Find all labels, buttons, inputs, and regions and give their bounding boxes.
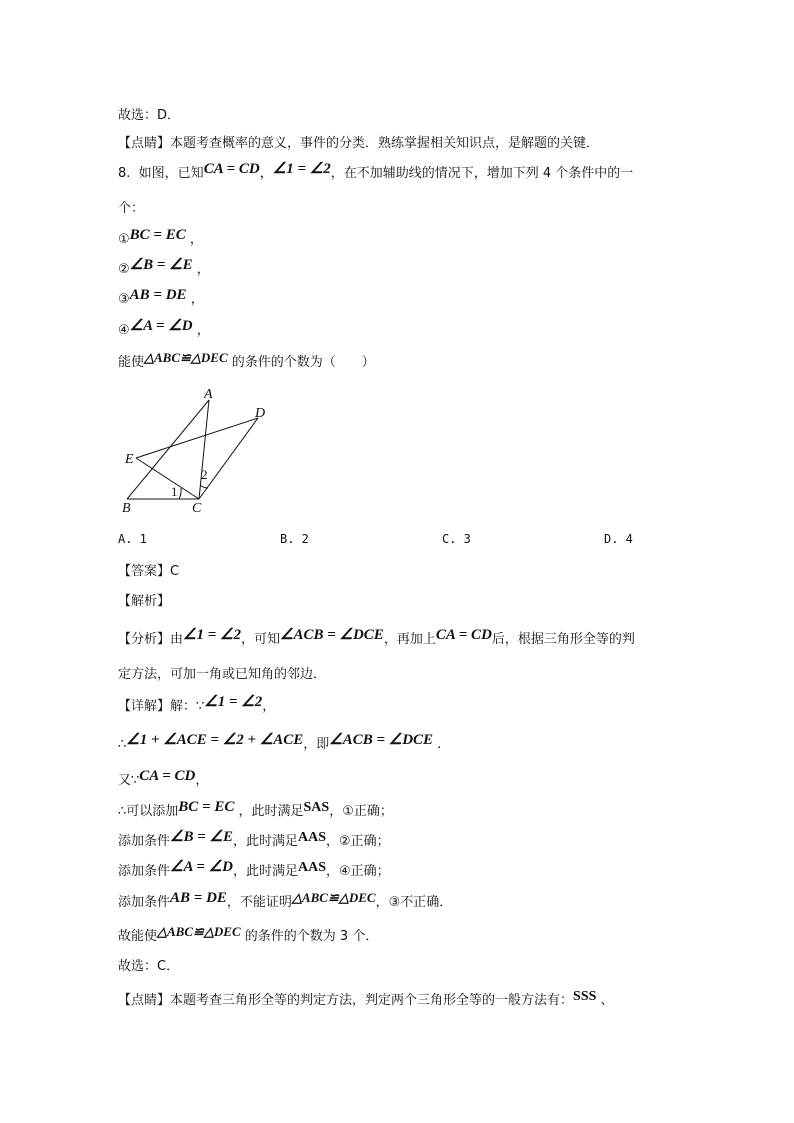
ask-text: 能使 [118,355,145,370]
math-expr: ∠A = ∠D [129,318,193,334]
math-expr: △ABC≌△DEC [291,890,376,905]
math-expr: CA = CD [203,161,260,177]
tip-tag: 【点睛】 [118,136,171,151]
angle-2-arc [200,485,208,488]
condition-mark: ③ [118,292,130,307]
text: 又∵ [118,773,140,788]
math-expr: ∠B = ∠E [129,257,193,273]
math-expr: ∠1 + ∠ACE = ∠2 + ∠ACE [126,732,304,748]
text: ，①正确； [329,804,393,819]
option-a[interactable]: A. 1 [118,532,147,546]
text: ，③不正确． [375,895,453,910]
text: ，②正确； [326,834,390,849]
math-expr: ∠ACB = ∠DCE [329,732,434,748]
text: ∴可以添加 [118,804,179,819]
condition-tail: ， [192,262,210,277]
condition-3 [118,289,204,310]
math-expr: BC = EC [129,227,186,243]
math-expr: ∠B = ∠E [170,829,233,845]
text: ， [262,699,276,714]
segment-EC [136,458,199,499]
detail-line-2 [118,734,441,755]
text: 添加条件 [118,895,171,910]
text: ，不能证明 [226,895,292,910]
angle-1-arc [179,488,181,499]
label-C: C [192,501,202,516]
text: 添加条件 [118,864,171,879]
text: ∴ [118,737,127,752]
text: ，此时满足 [232,864,298,879]
answer [118,562,179,582]
text: . [433,737,442,752]
analysis-heading: 【解析】 [118,594,171,609]
option-c[interactable]: C. 3 [442,532,471,546]
condition-mark: ② [118,262,130,277]
stem-text: ，在不加辅助线的情况下，增加下列 4 个条件中的一 [330,166,634,181]
label-E: E [125,452,134,467]
text: ，可知 [240,632,280,647]
question-number: 8. [118,166,131,181]
detail-line-8 [118,926,378,947]
math-expr: BC = EC [178,799,235,815]
answer-value: C [170,564,180,579]
fenxi-line-1 [118,629,635,650]
segment-CD [199,418,258,499]
detail-line-4 [118,801,393,822]
detail-line-9: 故选：C． [118,959,180,974]
detail-line-1 [118,696,275,717]
math-expr: ∠A = ∠D [170,859,233,875]
math-expr: △ABC≌△DEC [144,350,228,365]
prev-choice: 故选：D． [118,108,181,123]
condition-tail: ， [185,232,203,247]
text: 添加条件 [118,834,171,849]
condition-tail: ， [192,323,210,338]
label-A: A [204,387,213,402]
rule-name: AAS [297,860,326,875]
condition-mark: ① [118,232,130,247]
text: ， [195,773,209,788]
detail-line-7 [118,892,452,913]
math-expr: AB = DE [170,890,227,906]
segment-AC [199,400,209,499]
detail-line-5 [118,831,390,852]
tip2 [118,991,614,1011]
rule-name: SAS [303,800,330,815]
math-expr: AB = DE [129,287,187,303]
ask-text: 的条件的个数为（ ） [227,355,375,370]
geometry-figure [112,382,292,522]
stem-text: 如图，已知 [138,166,204,181]
text: ，即 [303,737,330,752]
tip-text: 本题考查三角形全等的判定方法，判定两个三角形全等的一般方法有： [170,993,574,1008]
text: 、 [596,993,614,1008]
stem-text: ， [259,166,273,181]
text: 解：∵ [170,699,205,714]
question-ask [118,352,375,373]
prev-tip [118,134,599,154]
math-expr: ∠1 = ∠2 [183,627,241,643]
label-angle-2: 2 [201,467,208,482]
rule-name: SSS [573,989,597,1004]
math-expr: ∠1 = ∠2 [272,161,331,177]
label-B: B [122,501,131,516]
math-expr: CA = CD [139,768,196,784]
answer-tag: 【答案】 [118,564,171,579]
math-expr: ∠1 = ∠2 [204,694,263,710]
detail-line-6 [118,861,390,882]
question-stem [118,163,633,184]
option-d[interactable]: D. 4 [604,532,633,546]
math-expr: ∠ACB = ∠DCE [280,627,384,643]
segment-DE [136,418,258,458]
label-angle-1: 1 [171,484,178,499]
math-expr: CA = CD [435,627,492,643]
detail-line-3 [118,770,208,791]
detail-tag: 【详解】 [118,699,171,714]
condition-mark: ④ [118,323,130,338]
condition-2 [118,259,210,280]
text: ，④正确； [326,864,390,879]
segment-BA [127,400,209,499]
text: ，此时满足 [232,834,298,849]
text: 由 [170,632,184,647]
text: ，此时满足 [234,804,304,819]
condition-tail: ， [186,292,204,307]
condition-4 [118,320,210,341]
text: 后，根据三角形全等的判 [491,632,635,647]
condition-1 [118,229,203,250]
label-D: D [255,406,266,421]
fenxi-tag: 【分析】 [118,632,171,647]
option-b[interactable]: B. 2 [280,532,309,546]
text: 的条件的个数为 3 个． [240,929,379,944]
tip-tag: 【点睛】 [118,993,171,1008]
rule-name: AAS [297,830,326,845]
math-expr: △ABC≌△DEC [157,924,241,939]
question-stem-cont: 个： [118,201,145,216]
fenxi-line-2: 定方法，可加一角或已知角的邻边． [118,667,327,682]
tip-text: 本题考查概率的意义，事件的分类．熟练掌握相关知识点，是解题的关键． [170,136,600,151]
text: ，再加上 [383,632,436,647]
text: 故能使 [118,929,158,944]
